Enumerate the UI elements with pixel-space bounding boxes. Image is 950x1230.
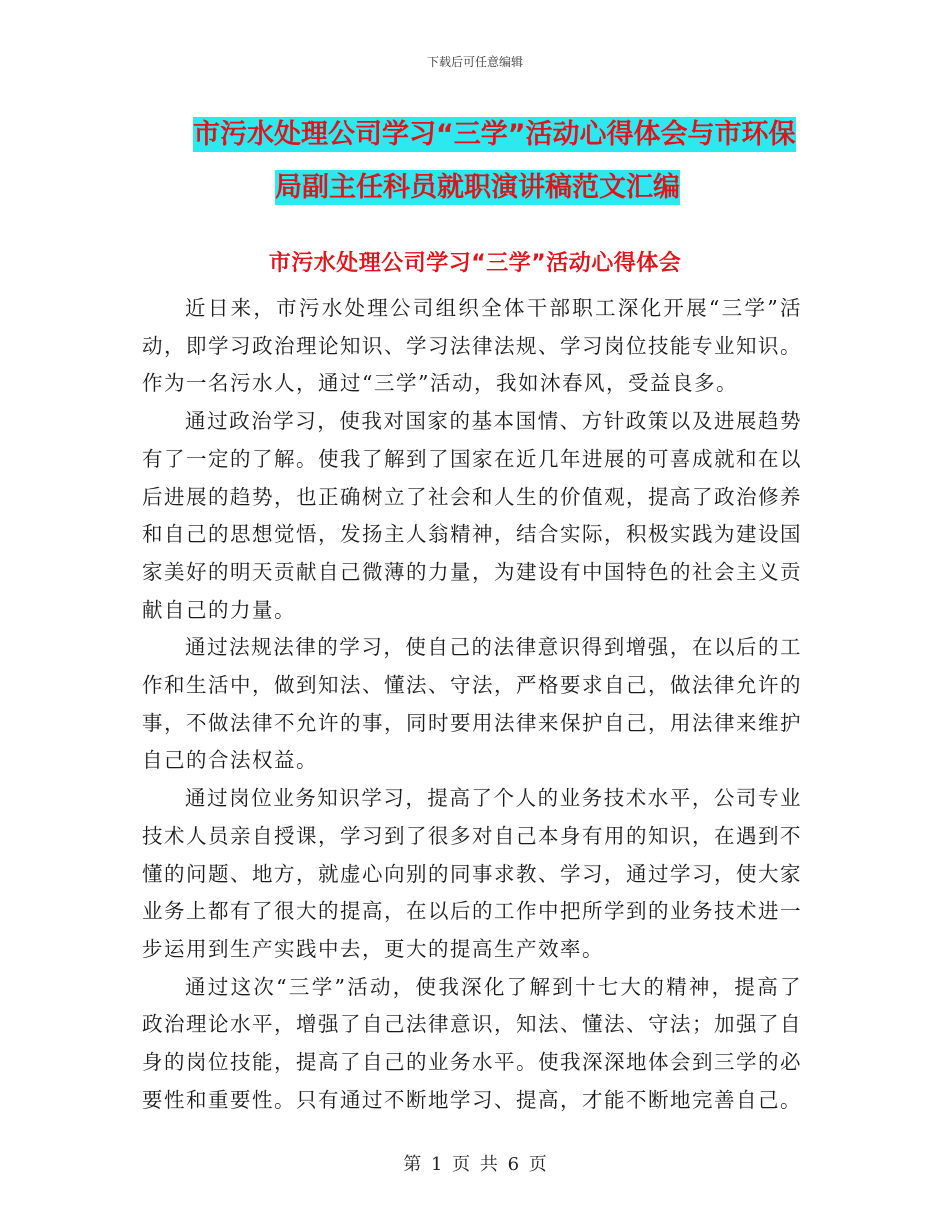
body-paragraph: 通过法规法律的学习，使自己的法律意识得到增强，在以后的工作和生活中，做到知法、懂法、守法，严格要求自己，做法律允许的事，不做法律不允许的事，同时要用法律来保护自己，用法律来维护自己的合法权益。 [142, 635, 802, 773]
document-body [142, 290, 802, 1119]
body-paragraph: 通过这次“三学”活动，使我深化了解到十七大的精神，提高了政治理论水平，增强了自己法律意识，知法、懂法、守法；加强了自身的岗位技能，提高了自己的业务水平。使我深深地体会到三学的必要性和重要性。只有通过不断地学习、提高，才能不断地完善自己。 [142, 974, 802, 1112]
page-header-note: 下载后可任意编辑 [426, 55, 523, 69]
document-title [193, 108, 833, 214]
page-number: 第 1 页 共 6 页 [403, 1154, 547, 1175]
body-paragraph: 近日来，市污水处理公司组织全体干部职工深化开展“三学”活动，即学习政治理论知识、学习法律法规、学习岗位技能专业知识。作为一名污水人，通过“三学”活动，我如沐春风，受益良多。 [142, 296, 802, 396]
section-title: 市污水处理公司学习“三学”活动心得体会 [268, 251, 682, 276]
document-title-line-1: 市污水处理公司学习“三学”活动心得体会与市环保 [193, 119, 796, 150]
document-title-line-2: 局副主任科员就职演讲稿范文汇编 [275, 172, 680, 203]
body-paragraph: 通过岗位业务知识学习，提高了个人的业务技术水平，公司专业技术人员亲自授课，学习到了很多对自己本身有用的知识，在遇到不懂的问题、地方，就虚心向别的同事求教、学习，通过学习，使大家业务上都有了很大的提高，在以后的工作中把所学到的业务技术进一步运用到生产实践中去，更大的提高生产效率。 [142, 786, 802, 961]
body-paragraph: 通过政治学习，使我对国家的基本国情、方针政策以及进展趋势有了一定的了解。使我了解到了国家在近几年进展的可喜成就和在以后进展的趋势，也正确树立了社会和人生的价值观，提高了政治修养和自己的思想觉悟，发扬主人翁精神，结合实际，积极实践为建设国家美好的明天贡献自己微薄的力量，为建设有中国特色的社会主义贡献自己的力量。 [142, 409, 802, 622]
